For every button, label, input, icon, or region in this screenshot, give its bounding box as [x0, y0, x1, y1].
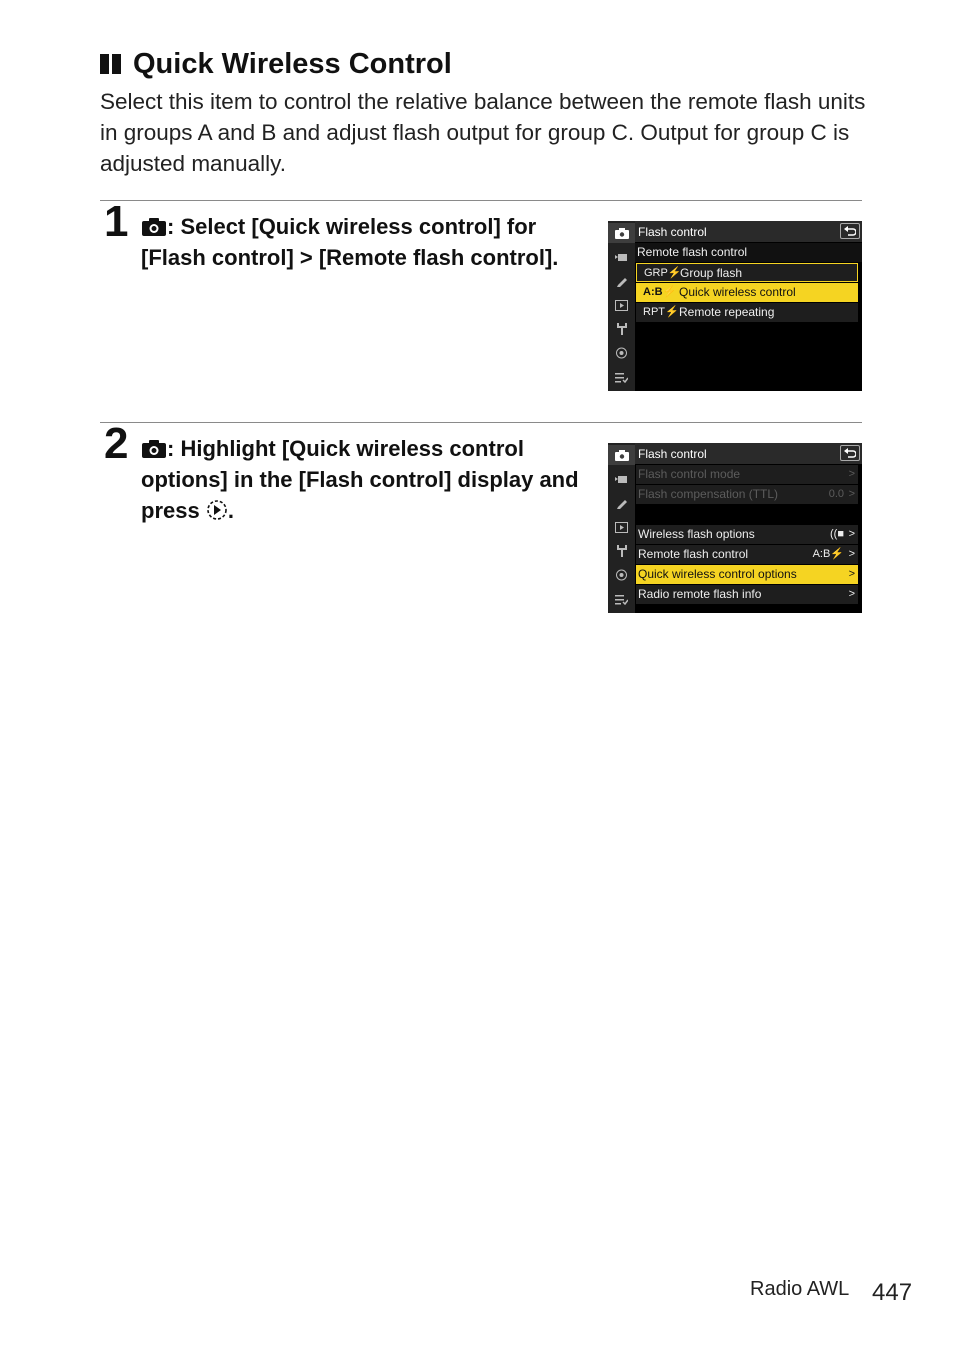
chevron-right-icon: >	[848, 548, 855, 560]
chevron-right-icon: >	[848, 488, 855, 500]
screen-header	[635, 221, 862, 242]
step-1-instruction	[141, 211, 596, 273]
movie-menu-tab-icon	[608, 469, 635, 489]
step-1-number: 1	[104, 197, 129, 246]
menu-item-value: A:B⚡	[812, 548, 844, 560]
custom-settings-tab-icon	[608, 493, 635, 513]
intro-paragraph: Select this item to control the relative balance between the remote flash units in groups A and B and adjust flash output for group C. Output for group C is adjusted manually.	[100, 89, 866, 176]
menu-item-label: Wireless flash options	[638, 527, 755, 541]
menu-item-value: 0.0	[828, 488, 844, 500]
remote-repeating-icon: RPT⚡	[643, 306, 679, 318]
footer-section-label: Radio AWL	[750, 1278, 850, 1300]
menu-item-label: Quick wireless control options	[638, 567, 797, 581]
chevron-right-icon: >	[848, 588, 855, 600]
step-2-divider	[100, 422, 862, 423]
screen-subtitle: Remote flash control	[635, 243, 862, 262]
menu-item-label: Remote repeating	[679, 305, 775, 319]
chevron-right-icon: >	[848, 468, 855, 480]
menu-item-label: Group flash	[680, 266, 743, 280]
playback-menu-tab-icon	[608, 517, 635, 537]
step-1-divider	[100, 200, 862, 201]
back-icon[interactable]	[840, 445, 860, 461]
step-2-number: 2	[104, 419, 129, 468]
network-menu-tab-icon	[608, 565, 635, 585]
heading-marker-icon	[100, 54, 121, 74]
custom-settings-tab-icon	[608, 271, 635, 291]
menu-item-quick-wireless-control[interactable]	[636, 283, 858, 302]
back-icon[interactable]	[840, 223, 860, 239]
menu-item-remote-repeating[interactable]	[636, 303, 858, 322]
menu-item-flash-compensation	[636, 485, 858, 504]
screen-title: Flash control	[638, 446, 707, 461]
menu-item-quick-wireless-control-options[interactable]	[636, 565, 858, 584]
menu-item-flash-control-mode	[636, 465, 858, 484]
quick-wireless-icon: A:B⚡	[643, 286, 677, 298]
chevron-right-icon: >	[848, 528, 855, 540]
setup-menu-tab-icon	[608, 541, 635, 561]
step-2-text: : Highlight [Quick wireless control options] in the [Flash control] display and press	[141, 436, 579, 523]
photo-menu-tab-icon	[608, 445, 635, 465]
section-title: Quick Wireless Control	[133, 47, 452, 80]
movie-menu-tab-icon	[608, 247, 635, 267]
photo-menu-tab-icon	[608, 223, 635, 243]
step-1-camera-screen	[608, 221, 862, 391]
page-number: 447	[872, 1279, 913, 1306]
photo-shooting-menu-icon	[141, 439, 167, 459]
section-heading	[100, 44, 452, 84]
menu-item-label: Radio remote flash info	[638, 587, 762, 601]
screen-title: Flash control	[638, 224, 707, 239]
chevron-right-icon: >	[848, 568, 855, 580]
step-1-text: : Select [Quick wireless control] for [Flash control] > [Remote flash control].	[141, 214, 559, 270]
menu-item-wireless-flash-options[interactable]	[636, 525, 858, 544]
menu-item-value: ((■	[830, 528, 844, 540]
menu-item-label: Quick wireless control	[679, 285, 796, 299]
menu-item-label: Flash compensation (TTL)	[638, 487, 779, 501]
step-2-text-end: .	[227, 498, 234, 523]
network-menu-tab-icon	[608, 343, 635, 363]
menu-item-group-flash[interactable]	[636, 263, 858, 282]
menu-item-label: Flash control mode	[638, 467, 741, 481]
photo-shooting-menu-icon	[141, 217, 167, 237]
group-flash-icon: GRP⚡	[644, 267, 682, 279]
step-2-camera-screen	[608, 443, 862, 613]
menu-sidebar	[608, 443, 635, 613]
menu-item-label: Remote flash control	[638, 547, 749, 561]
menu-sidebar	[608, 221, 635, 391]
setup-menu-tab-icon	[608, 319, 635, 339]
playback-menu-tab-icon	[608, 295, 635, 315]
step-2-instruction	[141, 433, 581, 526]
my-menu-tab-icon	[608, 367, 635, 387]
multi-selector-right-icon	[206, 499, 228, 521]
my-menu-tab-icon	[608, 589, 635, 609]
menu-item-remote-flash-control[interactable]	[636, 545, 858, 564]
screen-header	[635, 443, 862, 464]
menu-item-radio-remote-flash-info[interactable]	[636, 585, 858, 604]
